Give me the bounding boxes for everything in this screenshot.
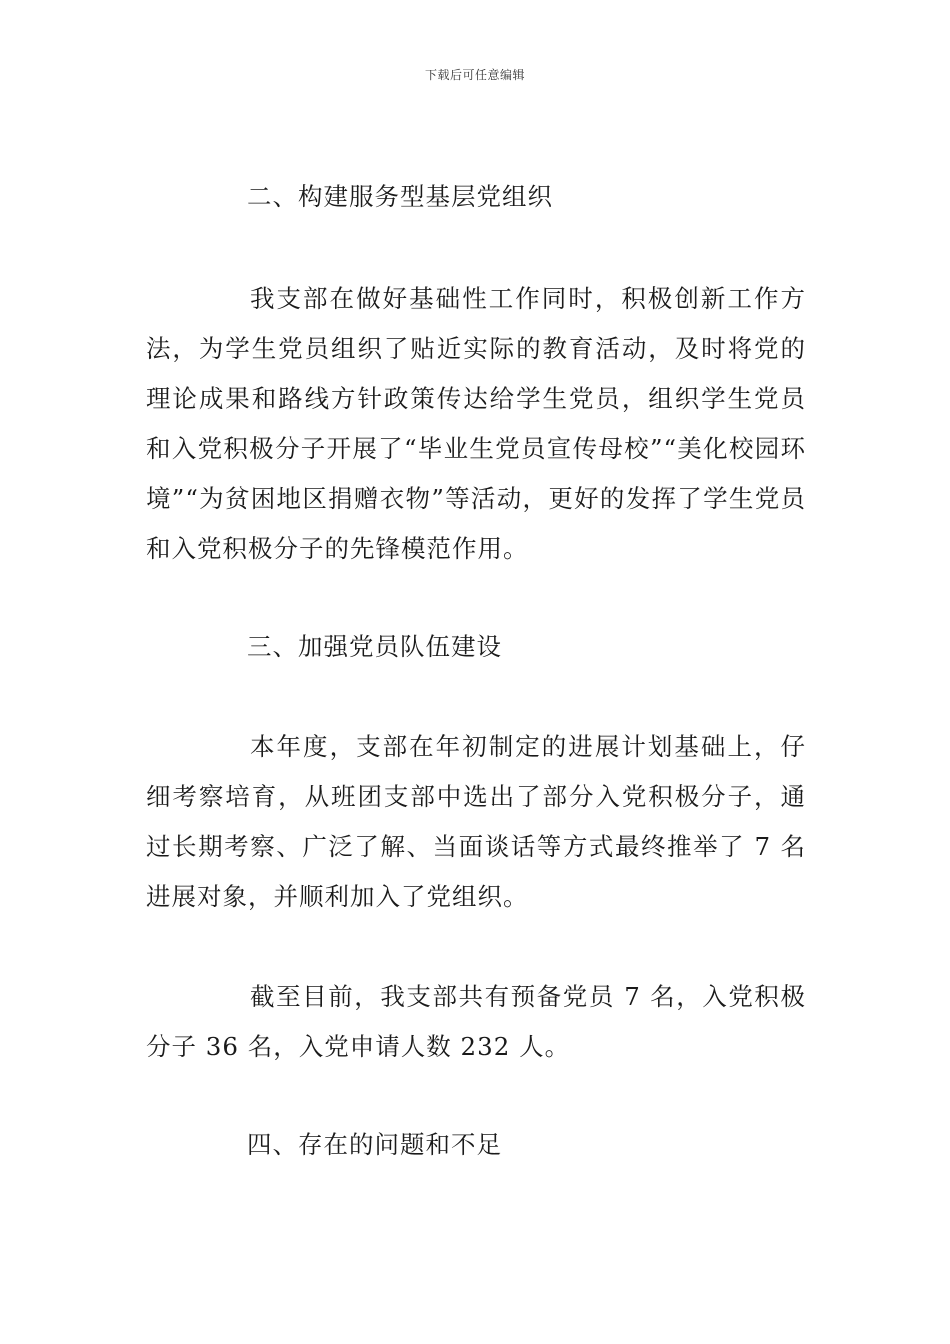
section-3-heading: 三、加强党员队伍建设 bbox=[247, 632, 502, 661]
section-3-paragraph-2-text: 截至目前，我支部共有预备党员 7 名，入党积极分子 36 名，入党申请人数 232 人。 bbox=[146, 982, 806, 1061]
section-3-paragraph-1-text: 本年度，支部在年初制定的进展计划基础上，仔细考察培育，从班团支部中选出了部分入党积极分子，通过长期考察、广泛了解、当面谈话等方式最终推举了 7 名进展对象，并顺利加入了党组织。 bbox=[146, 732, 806, 911]
header-note: 下载后可任意编辑 bbox=[424, 68, 525, 82]
section-3-paragraph-2 bbox=[146, 972, 806, 1072]
section-2-paragraph bbox=[146, 274, 806, 574]
section-3-paragraph-1 bbox=[146, 722, 806, 922]
section-4-heading: 四、存在的问题和不足 bbox=[247, 1130, 502, 1159]
section-2-paragraph-text: 我支部在做好基础性工作同时，积极创新工作方法，为学生党员组织了贴近实际的教育活动，及时将党的理论成果和路线方针政策传达给学生党员，组织学生党员和入党积极分子开展了“毕业生党员宣传母校”“美化校园环境”“为贫困地区捐赠衣物”等活动，更好的发挥了学生党员和入党积极分子的先锋模范作用。 bbox=[146, 284, 806, 563]
section-2-heading: 二、构建服务型基层党组织 bbox=[247, 182, 553, 211]
